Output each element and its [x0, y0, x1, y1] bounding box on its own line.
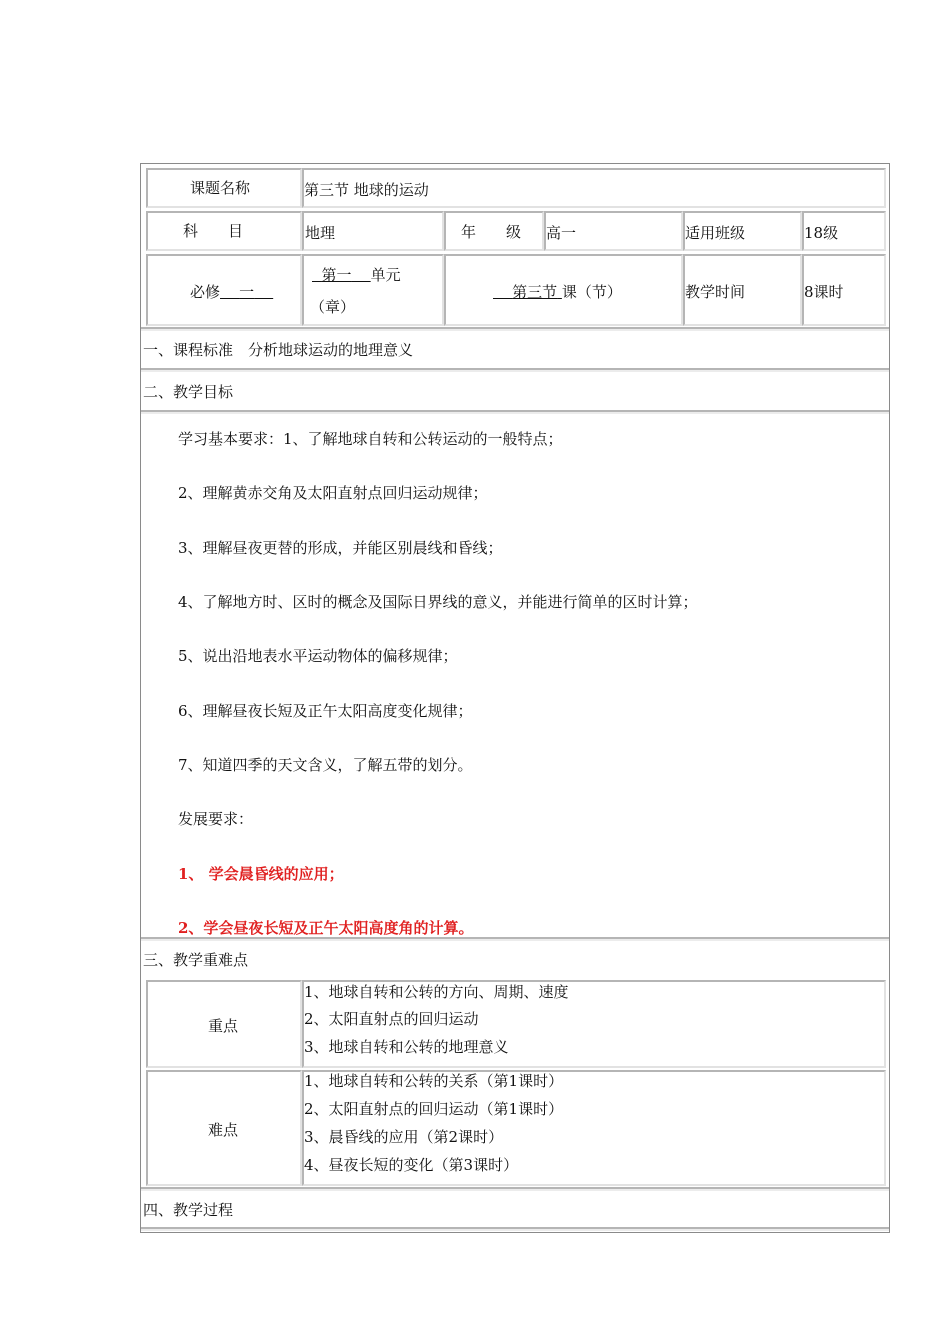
difficult-item: 4、昼夜长短的变化（第3课时）	[304, 1156, 519, 1174]
difficult-item: 1、地球自转和公转的关系（第1课时）	[304, 1072, 564, 1090]
goal-item: 学习基本要求：1、了解地球自转和公转运动的一般特点；	[178, 430, 563, 448]
subject-value: 地理	[305, 224, 336, 242]
lesson-suffix: 课（节）	[561, 283, 622, 301]
divider	[141, 327, 889, 331]
class-value: 18级	[804, 224, 839, 242]
divider	[141, 1227, 889, 1231]
topic-value: 第三节 地球的运动	[304, 181, 429, 199]
required-value: 一	[239, 283, 255, 301]
key-label: 重点	[208, 1017, 239, 1035]
required-label	[190, 282, 273, 302]
divider	[141, 1187, 889, 1191]
key-item: 1、地球自转和公转的方向、周期、速度	[304, 983, 569, 1001]
difficult-item: 3、晨昏线的应用（第2课时）	[304, 1128, 504, 1146]
unit-chapter: （章）	[310, 298, 356, 316]
subject-label: 科 目	[183, 222, 244, 240]
divider	[141, 368, 889, 372]
time-value: 8课时	[804, 283, 844, 301]
divider	[141, 410, 889, 414]
course-standard: 一、课程标准 分析地球运动的地理意义	[143, 341, 414, 359]
goal-item: 6、理解昼夜长短及正午太阳高度变化规律；	[178, 702, 473, 720]
goal-item: 2、理解黄赤交角及太阳直射点回归运动规律；	[178, 484, 488, 502]
unit-suffix: 单元	[370, 266, 401, 284]
goal-item: 7、知道四季的天文含义，了解五带的划分。	[178, 756, 473, 774]
lesson-line	[493, 282, 622, 302]
development-title: 发展要求：	[178, 810, 254, 828]
goal-item: 3、理解昼夜更替的形成，并能区别晨线和昏线；	[178, 539, 503, 557]
unit-line	[312, 265, 401, 285]
difficult-label: 难点	[208, 1121, 239, 1139]
divider	[141, 937, 889, 941]
advanced-goal: 2、学会昼夜长短及正午太阳高度角的计算。	[178, 919, 474, 937]
advanced-goal: 1、 学会晨昏线的应用；	[178, 865, 344, 883]
key-item: 2、太阳直射点的回归运动	[304, 1010, 479, 1028]
grade-label: 年 级	[461, 223, 522, 241]
unit-value: 第一	[321, 266, 352, 284]
key-difficult-title: 三、教学重难点	[143, 951, 249, 969]
difficult-item: 2、太阳直射点的回归运动（第1课时）	[304, 1100, 564, 1118]
lesson-value: 第三节	[512, 283, 558, 301]
process-title: 四、教学过程	[143, 1201, 234, 1219]
goal-item: 5、说出沿地表水平运动物体的偏移规律；	[178, 647, 458, 665]
key-item: 3、地球自转和公转的地理意义	[304, 1038, 509, 1056]
class-label: 适用班级	[685, 224, 746, 242]
grade-value: 高一	[546, 224, 577, 242]
goals-title: 二、教学目标	[143, 383, 234, 401]
topic-label: 课题名称	[190, 179, 251, 197]
required-label-text: 必修	[190, 283, 221, 301]
time-label: 教学时间	[685, 283, 746, 301]
goal-item: 4、了解地方时、区时的概念及国际日界线的意义，并能进行简单的区时计算；	[178, 593, 698, 611]
